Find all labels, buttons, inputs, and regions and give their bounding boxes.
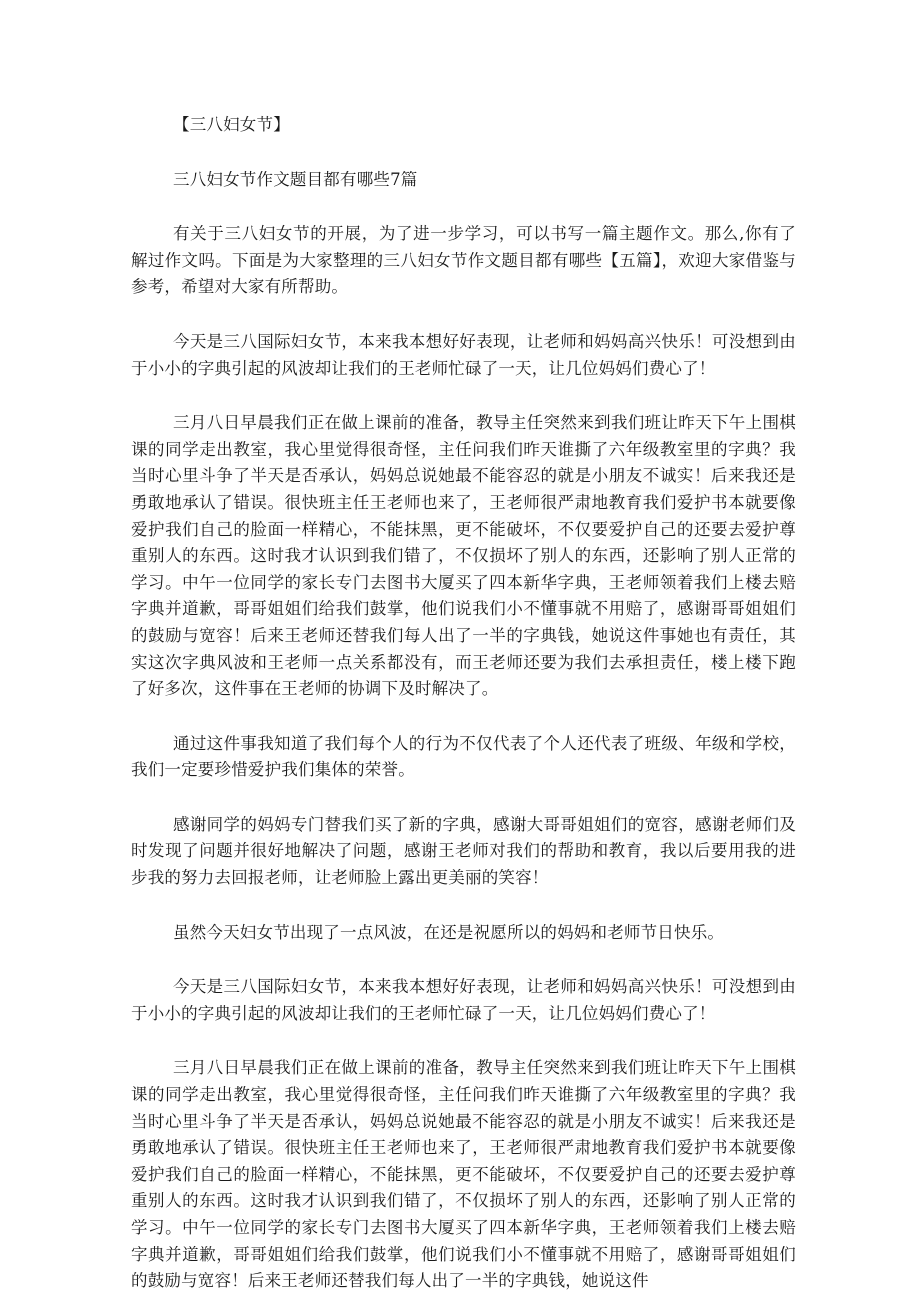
paragraph-7: 今天是三八国际妇女节，本来我本想好好表现，让老师和妈妈高兴快乐！可没想到由于小小的字典引起的风波却让我们的王老师忙碌了一天，让几位妈妈们费心了！ [131, 977, 796, 1023]
paragraph-8: 三月八日早晨我们正在做上课前的准备，教导主任突然来到我们班让昨天下午上围棋课的同学走出教室，我心里觉得很奇怪，主任问我们昨天谁撕了六年级教室里的字典？我当时心里斗争了半天是否承认，妈妈总说她最不能容忍的就是小朋友不诚实！后来我还是勇敢地承认了错误。很快班主任王老师也来了，王老师很严肃地教育我们爱护书本就要像爱护我们自己的脸面一样精心，不能抹黑，更不能破坏，不仅要爱护自己的还要去爱护尊重别人的东西。这时我才认识到我们错了，不仅损坏了别人的东西，还影响了别人正常的学习。中午一位同学的家长专门去图书大厦买了四本新华字典，王老师领着我们上楼去赔字典并道歉，哥哥姐姐们给我们鼓掌，他们说我们小不懂事就不用赔了，感谢哥哥姐姐们的鼓励与宽容！后来王老师还替我们每人出了一半的字典钱，她说这件 [131, 1058, 796, 1291]
paragraph-4: 通过这件事我知道了我们每个人的行为不仅代表了个人还代表了班级、年级和学校，我们一定要珍惜爱护我们集体的荣誉。 [131, 733, 796, 780]
document-subtitle: 三八妇女节作文题目都有哪些7篇 [173, 169, 418, 189]
paragraph-intro: 有关于三八妇女节的开展，为了进一步学习，可以书写一篇主题作文。那么,你有了解过作文吗。下面是为大家整理的三八妇女节作文题目都有哪些【五篇】，欢迎大家借鉴与参考，希望对大家有所帮助。 [131, 224, 796, 297]
document-body [131, 112, 796, 1301]
paragraph-2: 今天是三八国际妇女节，本来我本想好好表现，让老师和妈妈高兴快乐！可没想到由于小小的字典引起的风波却让我们的王老师忙碌了一天，让几位妈妈们费心了！ [131, 331, 796, 378]
paragraph-6: 虽然今天妇女节出现了一点风波，在还是祝愿所以的妈妈和老师节日快乐。 [173, 922, 725, 942]
paragraph-5: 感谢同学的妈妈专门替我们买了新的字典，感谢大哥哥姐姐们的宽容，感谢老师们及时发现了问题并很好地解决了问题，感谢王老师对我们的帮助和教育，我以后要用我的进步我的努力去回报老师，让老师脸上露出更美丽的笑容！ [131, 814, 796, 888]
document-heading: 【三八妇女节】 [173, 115, 290, 134]
paragraph-3: 三月八日早晨我们正在做上课前的准备，教导主任突然来到我们班让昨天下午上围棋课的同学走出教室，我心里觉得很奇怪，主任问我们昨天谁撕了六年级教室里的字典？我当时心里斗争了半天是否承认，妈妈总说她最不能容忍的就是小朋友不诚实！后来我还是勇敢地承认了错误。很快班主任王老师也来了，王老师很严肃地教育我们爱护书本就要像爱护我们自己的脸面一样精心，不能抹黑，更不能破坏，不仅要爱护自己的还要去爱护尊重别人的东西。这时我才认识到我们错了，不仅损坏了别人的东西，还影响了别人正常的学习。中午一位同学的家长专门去图书大厦买了四本新华字典，王老师领着我们上楼去赔字典并道歉，哥哥姐姐们给我们鼓掌，他们说我们小不懂事就不用赔了，感谢哥哥姐姐们的鼓励与宽容！后来王老师还替我们每人出了一半的字典钱，她说这件事她也有责任，其实这次字典风波和王老师一点关系都没有，而王老师还要为我们去承担责任，楼上楼下跑了好多次，这件事在王老师的协调下及时解决了。 [131, 413, 796, 699]
